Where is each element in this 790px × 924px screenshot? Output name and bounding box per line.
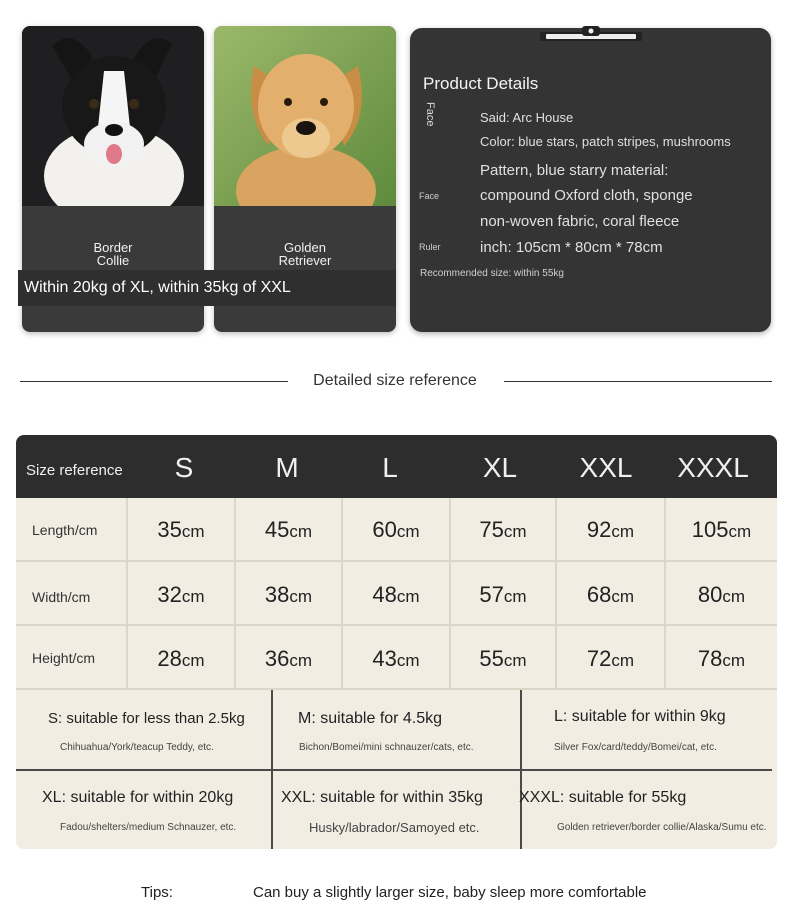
height-s: 28cm (128, 626, 236, 690)
face-vertical-label: Face (424, 102, 436, 127)
suit-xxl-title: XXL: suitable for within 35kg (281, 789, 483, 806)
length-xxxl: 105cm (666, 498, 777, 562)
suit-s-breeds: Chihuahua/York/teacup Teddy, etc. (60, 742, 214, 753)
length-xl: 75cm (451, 498, 557, 562)
section-title: Detailed size reference (313, 372, 477, 389)
length-xxl: 92cm (557, 498, 666, 562)
row-label-length: Length/cm (16, 498, 128, 562)
details-said: Said: Arc House (480, 110, 574, 125)
length-m: 45cm (236, 498, 343, 562)
suit-m-title: M: suitable for 4.5kg (298, 710, 443, 727)
tips-text: Can buy a slightly larger size, baby sleep more comfortable (253, 884, 647, 901)
suit-divider-h (16, 769, 772, 771)
size-reference-label: Size reference (26, 462, 123, 479)
width-m: 38cm (236, 562, 343, 626)
border-collie-photo (22, 26, 204, 206)
suit-xxxl-title: XXXL: suitable for 55kg (519, 789, 687, 806)
suit-l-title: L: suitable for within 9kg (554, 708, 726, 725)
length-s: 35cm (128, 498, 236, 562)
weight-note: Within 20kg of XL, within 35kg of XXL (18, 270, 396, 306)
suit-m-breeds: Bichon/Bomei/mini schnauzer/cats, etc. (299, 742, 474, 753)
dog-name-border-collie: Border Collie (93, 240, 133, 268)
suit-xl-title: XL: suitable for within 20kg (42, 789, 234, 806)
face-label: Face (419, 191, 440, 201)
product-details-panel (410, 28, 771, 332)
suit-xxxl-breeds: Golden retriever/border collie/Alaska/Sumu etc. (557, 822, 767, 833)
size-header-xxl: XXL (579, 452, 633, 483)
details-material-1: compound Oxford cloth, sponge (480, 187, 693, 204)
length-l: 60cm (343, 498, 451, 562)
size-table (16, 435, 777, 849)
tips-label: Tips: (141, 884, 173, 901)
section-divider (0, 370, 790, 392)
dog-name-golden-retriever: Golden Retriever (278, 240, 332, 268)
width-l: 48cm (343, 562, 451, 626)
ruler-label: Ruler (419, 242, 441, 252)
width-xxxl: 80cm (666, 562, 777, 626)
suit-l-breeds: Silver Fox/card/teddy/Bomei/cat, etc. (554, 742, 717, 753)
size-header-xl: XL (482, 452, 518, 483)
row-label-width: Width/cm (16, 562, 128, 626)
size-header-s: S (174, 452, 194, 483)
width-xl: 57cm (451, 562, 557, 626)
size-table-header (16, 435, 777, 498)
details-title: Product Details (423, 74, 539, 93)
suit-xxl-breeds: Husky/labrador/Samoyed etc. (309, 820, 480, 835)
details-recommended: Recommended size: within 55kg (420, 268, 564, 279)
height-xxl: 72cm (557, 626, 666, 690)
width-s: 32cm (128, 562, 236, 626)
row-label-height: Height/cm (16, 626, 128, 690)
clipboard-clip-icon (538, 24, 644, 42)
height-xxxl: 78cm (666, 626, 777, 690)
golden-retriever-photo (214, 26, 396, 206)
height-xl: 55cm (451, 626, 557, 690)
height-m: 36cm (236, 626, 343, 690)
size-header-m: M (275, 452, 299, 483)
suit-xl-breeds: Fadou/shelters/medium Schnauzer, etc. (60, 822, 237, 833)
height-l: 43cm (343, 626, 451, 690)
details-color: Color: blue stars, patch stripes, mushrooms (480, 134, 731, 149)
divider-line-right (504, 381, 772, 382)
details-pattern: Pattern, blue starry material: (480, 162, 669, 179)
size-header-xxxl: XXXL (677, 452, 749, 483)
tips-row (0, 884, 790, 904)
details-material-2: non-woven fabric, coral fleece (480, 213, 680, 230)
width-xxl: 68cm (557, 562, 666, 626)
suit-s-title: S: suitable for less than 2.5kg (48, 710, 245, 727)
size-header-l: L (382, 452, 398, 483)
details-inch: inch: 105cm * 80cm * 78cm (480, 239, 663, 256)
